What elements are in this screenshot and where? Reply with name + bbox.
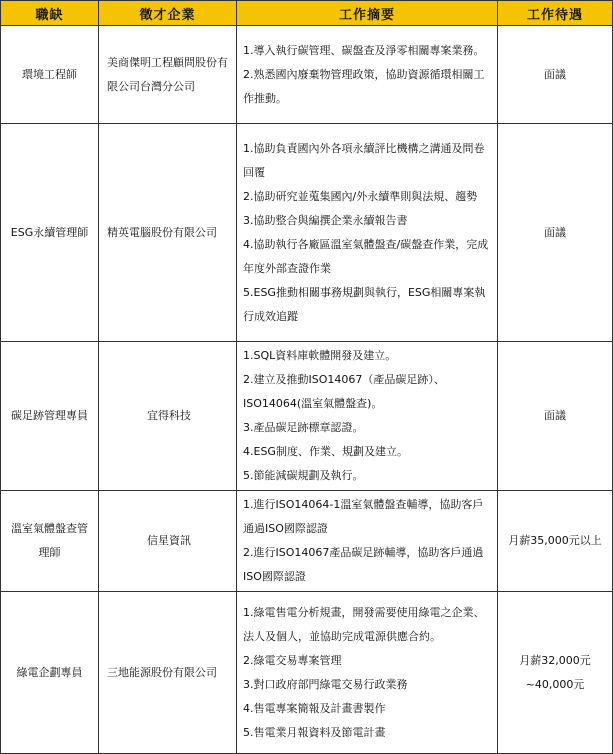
summary-item: 2.建立及推動ISO14067（產品碳足跡）、ISO14064(溫室氣體盤查)。 — [243, 373, 445, 410]
summary-item: 4.售電專案簡報及計畫書製作 — [243, 701, 386, 715]
summary-item: 1.綠電售電分析規畫，開發需要使用綠電之企業、法人及個人，並協助完成電源供應合約。 — [243, 605, 485, 643]
summary-item: 1.協助負責國內外各項永續評比機構之溝通及問卷回覆 — [243, 141, 485, 179]
summary-item: 1.SQL資料庫軟體開發及建立。 — [243, 349, 397, 362]
table-row — [1, 592, 613, 754]
salary-cell: 月薪32,000元~40,000元 — [498, 592, 613, 754]
summary-item: 4.ESG制度、作業、規劃及建立。 — [243, 445, 408, 458]
summary-item: 5.售電業月報資料及節電計畫 — [243, 725, 386, 739]
summary-item: 3.對口政府部門綠電交易行政業務 — [243, 677, 408, 691]
summary-item: 1.進行ISO14064-1溫室氣體盤查輔導，協助客戶通過ISO國際認證 — [243, 498, 484, 535]
salary-cell: 面議 — [498, 342, 613, 491]
company-cell: 宜得科技 — [99, 342, 237, 491]
summary-item: 2.熟悉國內廢棄物管理政策，協助資源循環相關工作推動。 — [243, 67, 485, 105]
company-cell: 美商傑明工程顧問股份有限公司台灣分公司 — [99, 26, 237, 124]
summary-cell — [237, 491, 498, 592]
company-cell: 精英電腦股份有限公司 — [99, 124, 237, 342]
summary-item: 5.ESG推動相關事務規劃與執行，ESG相關專案執行成效追蹤 — [243, 285, 486, 323]
summary-cell — [237, 26, 498, 124]
header-company: 徵才企業 — [99, 1, 237, 26]
summary-item: 3.協助整合與編撰企業永續報告書 — [243, 213, 408, 227]
table-row — [1, 491, 613, 592]
summary-item: 2.協助研究並蒐集國內/外永續準則與法規、趨勢 — [243, 189, 478, 203]
summary-item: 3.產品碳足跡標章認證。 — [243, 421, 364, 434]
position-cell: 碳足跡管理專員 — [1, 342, 99, 491]
header-row — [1, 1, 613, 26]
summary-item: 2.進行ISO14067產品碳足跡輔導，協助客戶通過ISO國際認證 — [243, 546, 484, 583]
table-row — [1, 26, 613, 124]
salary-cell: 面議 — [498, 26, 613, 124]
summary-cell — [237, 124, 498, 342]
table-row — [1, 124, 613, 342]
header-salary: 工作待遇 — [498, 1, 613, 26]
summary-item: 4.協助執行各廠區溫室氣體盤查/碳盤查作業，完成年度外部查證作業 — [243, 237, 489, 275]
salary-cell: 月薪35,000元以上 — [498, 491, 613, 592]
salary-cell: 面議 — [498, 124, 613, 342]
header-position: 職缺 — [1, 1, 99, 26]
position-cell: 環境工程師 — [1, 26, 99, 124]
summary-cell — [237, 342, 498, 491]
header-summary: 工作摘要 — [237, 1, 498, 26]
table-row — [1, 342, 613, 491]
company-cell: 信星資訊 — [99, 491, 237, 592]
position-cell: 綠電企劃專員 — [1, 592, 99, 754]
company-cell: 三地能源股份有限公司 — [99, 592, 237, 754]
summary-item: 2.綠電交易專案管理 — [243, 653, 342, 667]
summary-item: 1.導入執行碳管理、碳盤查及淨零相關專案業務。 — [243, 43, 485, 57]
position-cell: ESG永續管理師 — [1, 124, 99, 342]
summary-cell — [237, 592, 498, 754]
summary-item: 5.節能減碳規劃及執行。 — [243, 469, 364, 482]
position-cell: 溫室氣體盤查管理師 — [1, 491, 99, 592]
